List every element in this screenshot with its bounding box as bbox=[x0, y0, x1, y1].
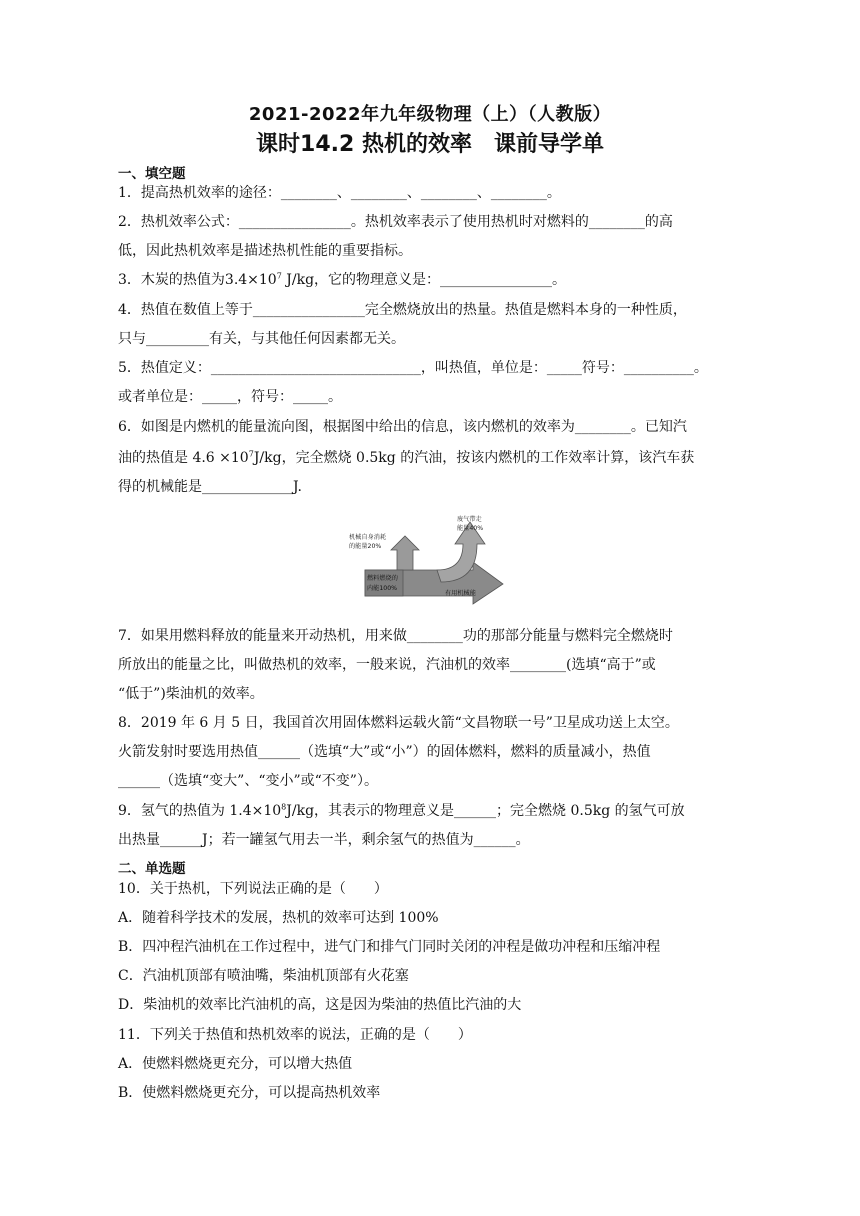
useful-energy-label: 有用机械能 bbox=[445, 590, 476, 597]
question-9-line-2: 出热量______J；若一罐氢气用去一半，剩余氢气的热值为______。 bbox=[118, 832, 530, 848]
question-5-line-2: 或者单位是：_____，符号：_____。 bbox=[118, 389, 342, 405]
question-6-line-1: 6．如图是内燃机的能量流向图，根据图中给出的信息，该内燃机的效率为________。已知汽 bbox=[118, 419, 687, 435]
question-1: 1．提高热机效率的途径：________、________、________、________。 bbox=[118, 185, 561, 201]
question-6-line-3: 得的机械能是_____________J. bbox=[118, 479, 302, 495]
question-5-line-1: 5．热值定义：______________________________，叫热值，单位是：_____符号：__________。 bbox=[118, 360, 708, 376]
section-heading-fill: 一、填空题 bbox=[118, 166, 186, 182]
question-11-option-b: B．使燃料燃烧更充分，可以提高热机效率 bbox=[118, 1085, 381, 1101]
energy-flow-diagram bbox=[345, 512, 510, 607]
question-8-line-3: ______（选填“变大”、“变小”或“不变”）。 bbox=[118, 773, 378, 789]
question-9-line-1 bbox=[118, 800, 685, 820]
q9-text-b: J/kg，其表示的物理意义是______；完全燃烧 0.5kg 的氢气可放 bbox=[286, 803, 685, 819]
question-10-option-d: D．柴油机的效率比汽油机的高，这是因为柴油的热值比汽油的大 bbox=[118, 997, 522, 1013]
exhaust-label-1: 废气带走 bbox=[457, 516, 482, 523]
section-heading-single: 二、单选题 bbox=[118, 861, 186, 877]
q9-text-a: 9．氢气的热值为 1.4×10 bbox=[118, 803, 282, 819]
question-2-line-2: 低，因此热机效率是描述热机性能的重要指标。 bbox=[118, 243, 412, 259]
fuel-label-1: 燃料燃烧的 bbox=[367, 575, 398, 582]
question-10-option-c: C．汽油机顶部有喷油嘴，柴油机顶部有火花塞 bbox=[118, 968, 409, 984]
q6-exponent: 7 bbox=[248, 449, 254, 459]
question-6-line-2 bbox=[118, 447, 694, 467]
q3-text-a: 3．木炭的热值为3.4×10 bbox=[118, 272, 277, 288]
question-7-line-2: 所放出的能量之比，叫做热机的效率，一般来说，汽油机的效率________(选填“高于”或 bbox=[118, 657, 656, 673]
question-4-line-2: 只与_________有关，与其他任何因素都无关。 bbox=[118, 331, 405, 347]
q3-exponent: 7 bbox=[276, 271, 282, 281]
friction-label-2: 的能量20% bbox=[349, 543, 382, 550]
question-10-option-a: A．随着科学技术的发展，热机的效率可达到 100% bbox=[118, 910, 439, 926]
question-4-line-1: 4．热值在数值上等于________________完全燃烧放出的热量。热值是燃料本身的一种性质， bbox=[118, 302, 687, 318]
fuel-label-2: 内能100% bbox=[367, 585, 398, 592]
document-subtitle: 课时14.2 热机的效率 课前导学单 bbox=[256, 132, 604, 157]
question-8-line-1: 8．2019 年 6 月 5 日，我国首次用固体燃料运载火箭“文昌物联一号”卫星成功送上太空。 bbox=[118, 715, 679, 731]
document-title: 2021-2022年九年级物理（上）（人教版） bbox=[248, 104, 612, 125]
question-11-stem: 11．下列关于热值和热机效率的说法，正确的是（ ） bbox=[118, 1027, 472, 1043]
question-7-line-3: “低于”)柴油机的效率。 bbox=[118, 686, 264, 702]
friction-label-1: 机械自身消耗 bbox=[349, 534, 387, 541]
exhaust-label-2: 能量40% bbox=[457, 525, 484, 532]
question-3 bbox=[118, 269, 566, 289]
question-7-line-1: 7．如果用燃料释放的能量来开动热机，用来做________功的那部分能量与燃料完全燃烧时 bbox=[118, 628, 673, 644]
q6-text-a: 油的热值是 4.6 ×10 bbox=[118, 450, 249, 466]
q9-exponent: 8 bbox=[281, 802, 287, 812]
question-2-line-1: 2．热机效率公式：________________。热机效率表示了使用热机时对燃料的________的高 bbox=[118, 214, 673, 230]
question-10-option-b: B．四冲程汽油机在工作过程中，进气门和排气门同时关闭的冲程是做功冲程和压缩冲程 bbox=[118, 939, 661, 955]
question-8-line-2: 火箭发射时要选用热值______（选填“大”或“小”）的固体燃料，燃料的质量减小，热值 bbox=[118, 744, 651, 760]
q3-text-b: J/kg，它的物理意义是：________________。 bbox=[281, 272, 567, 288]
q6-text-b: J/kg，完全燃烧 0.5kg 的汽油，按该内燃机的工作效率计算，该汽车获 bbox=[253, 450, 695, 466]
question-11-option-a: A．使燃料燃烧更充分，可以增大热值 bbox=[118, 1056, 353, 1072]
question-10-stem: 10．关于热机，下列说法正确的是（ ） bbox=[118, 881, 388, 897]
